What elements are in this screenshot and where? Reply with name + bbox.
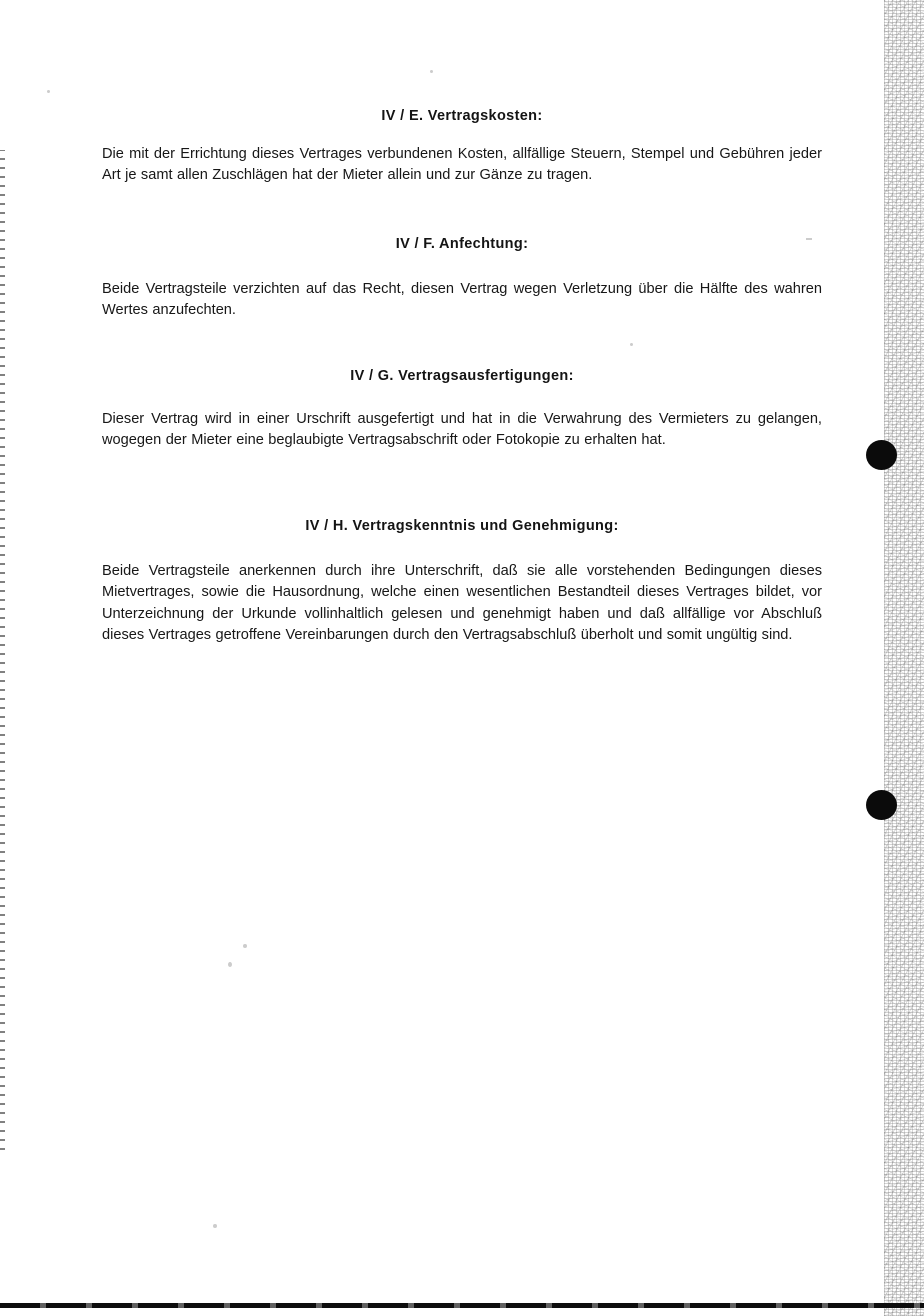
scan-speckle xyxy=(630,343,633,346)
hole-punch-mark xyxy=(866,790,897,820)
hole-punch-mark xyxy=(866,440,897,470)
scan-speckle xyxy=(228,962,232,967)
scan-edge-line-bottom xyxy=(0,1303,924,1308)
section-iv-g-body: Dieser Vertrag wird in einer Urschrift ausgefertigt und hat in die Verwahrung des Vermieters zu gelangen, wogegen der Mieter eine beglaubigte Vertragsabschrift oder Fotokopie zu erhalten hat. xyxy=(102,411,822,449)
scan-speckle xyxy=(47,90,50,93)
section-iv-f-body: Beide Vertragsteile verzichten auf das Recht, diesen Vertrag wegen Verletzung über die Hälfte des wahren Wertes anzufechten. xyxy=(102,281,822,319)
section-iv-h-body: Beide Vertragsteile anerkennen durch ihre Unterschrift, daß sie alle vorstehenden Bedingungen dieses Mietvertrages, sowie die Hausordnung, welche einen wesentlichen Bestandteil dieses Vertrages bildet, vor Unterzeichnung der Urkunde vollinhaltlich gelesen und genehmigt haben und daß allfällige vor Abschluß dieses Vertrages getroffene Vereinbarungen durch den Vertragsabschluß überholt und somit ungültig sind. xyxy=(102,563,822,644)
section-iv-e-body: Die mit der Errichtung dieses Vertrages verbundenen Kosten, allfällige Steuern, Stempel und Gebühren jeder Art je samt allen Zuschlägen hat der Mieter allein und zur Gänze zu tragen. xyxy=(102,146,822,184)
scan-speckle xyxy=(430,70,433,73)
section-iv-e-heading: IV / E. Vertragskosten: xyxy=(381,108,543,124)
scan-smudge-left-edge xyxy=(0,150,5,1150)
section-iv-f-heading: IV / F. Anfechtung: xyxy=(395,236,529,252)
section-iv-g-heading: IV / G. Vertragsausfertigungen: xyxy=(350,368,574,384)
section-iv-h-heading: IV / H. Vertragskenntnis und Genehmigung: xyxy=(305,518,619,534)
scan-speckle xyxy=(213,1224,217,1228)
scan-speckle xyxy=(243,944,247,948)
scan-noise-band-right xyxy=(884,0,924,1316)
